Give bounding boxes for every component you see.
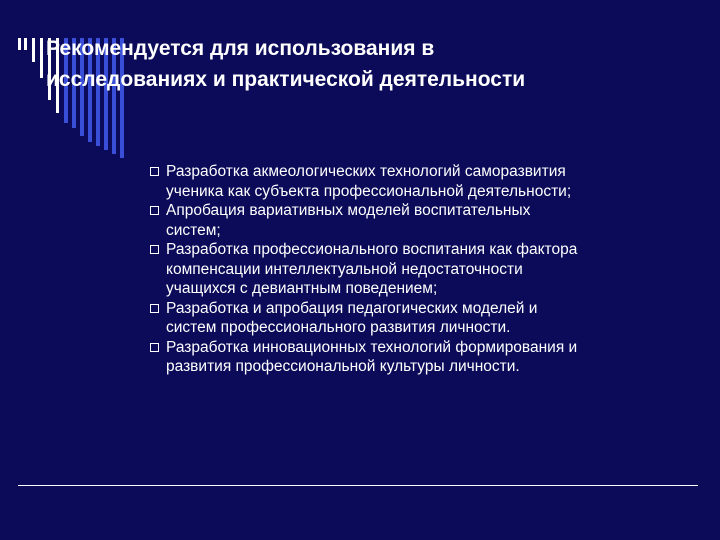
bullet-line: Разработка и апробация педагогических моделей и bbox=[166, 299, 538, 317]
bullet-list bbox=[149, 162, 694, 377]
bullet-line: ученика как субъекта профессиональной деятельности; bbox=[166, 182, 572, 200]
bottom-divider bbox=[18, 485, 698, 486]
bullet-line: Апробация вариативных моделей воспитательных bbox=[166, 202, 531, 219]
bullet-item bbox=[149, 338, 694, 377]
bullet-item bbox=[149, 240, 694, 299]
bullet-line: систем профессионального развития личности. bbox=[166, 319, 511, 336]
title-line: исследованиях и практической деятельности bbox=[46, 68, 526, 91]
bullet-line: учащихся с девиантным поведением; bbox=[166, 280, 438, 297]
square-bullet-icon bbox=[150, 206, 159, 215]
bullet-text bbox=[166, 338, 694, 377]
decor-stripe bbox=[40, 38, 43, 78]
bullet-item bbox=[149, 299, 694, 338]
square-bullet-icon bbox=[150, 245, 159, 254]
bullet-line: Разработка профессионального воспитания как фактора bbox=[166, 241, 578, 258]
decor-stripe bbox=[24, 38, 27, 50]
bullet-text bbox=[166, 162, 694, 201]
decor-stripe bbox=[32, 38, 35, 62]
decor-stripe bbox=[18, 38, 21, 50]
bullet-item bbox=[149, 162, 694, 201]
bullet-item bbox=[149, 201, 694, 240]
bullet-line: Разработка акмеологических технологий саморазвития bbox=[166, 163, 566, 180]
square-bullet-icon bbox=[150, 167, 159, 176]
bullet-text bbox=[166, 240, 694, 299]
bullet-line: компенсации интеллектуальной недостаточности bbox=[166, 260, 523, 278]
square-bullet-icon bbox=[150, 343, 159, 352]
bullet-text bbox=[166, 299, 694, 338]
bullet-text bbox=[166, 201, 694, 240]
bullet-line: Разработка инновационных технологий формирования и bbox=[166, 338, 578, 356]
bullet-line: развития профессиональной культуры личности. bbox=[166, 358, 520, 375]
slide-title bbox=[46, 33, 696, 95]
bullet-line: систем; bbox=[166, 221, 221, 239]
square-bullet-icon bbox=[150, 304, 159, 313]
title-line: Рекомендуется для использования в bbox=[46, 37, 435, 60]
